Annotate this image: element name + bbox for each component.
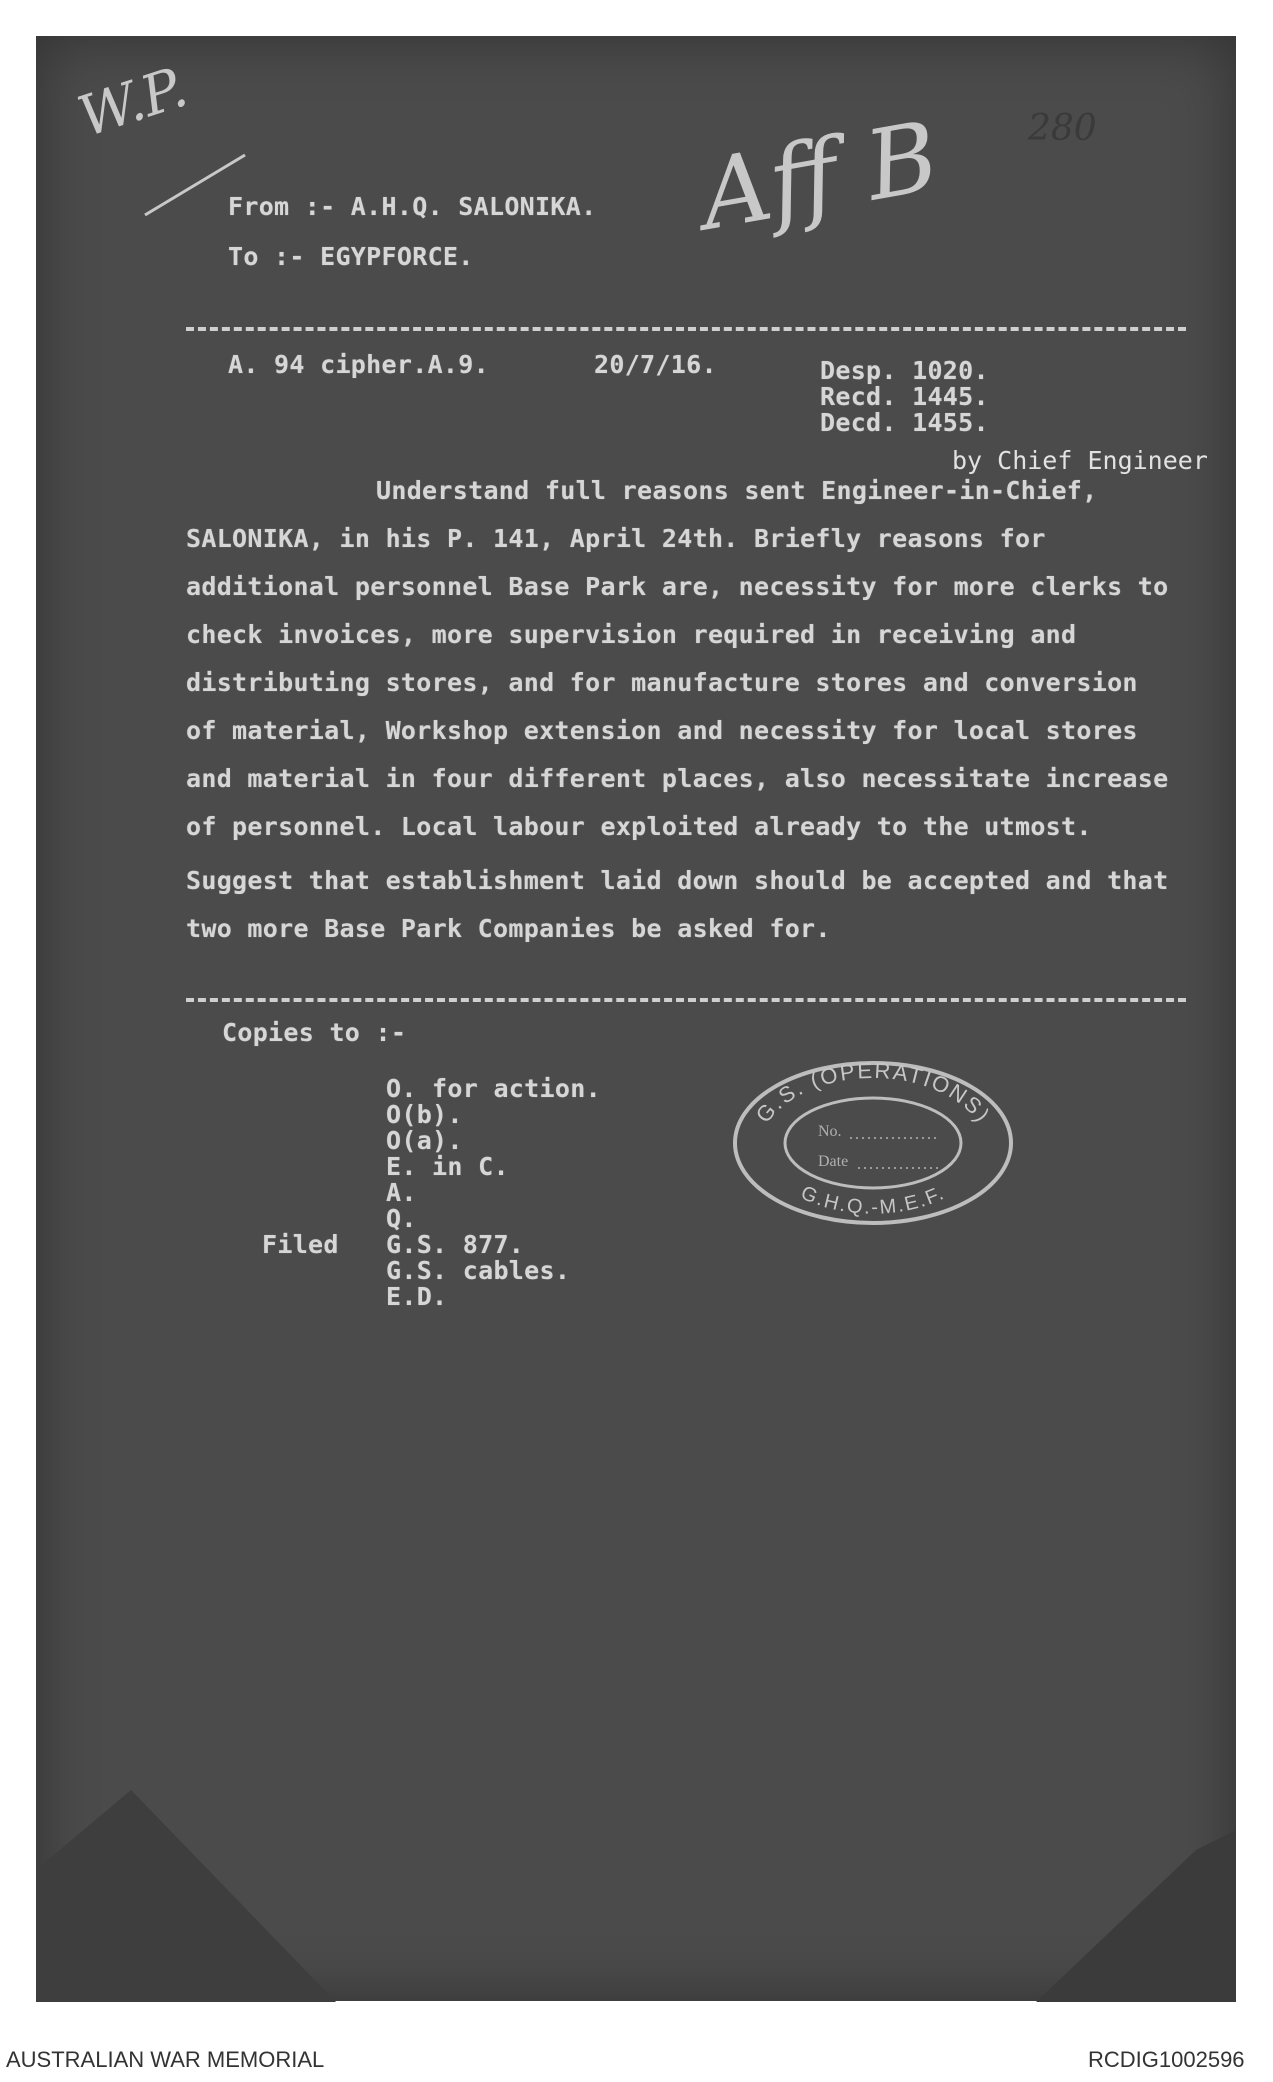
- copies-label: Copies to :-: [222, 1018, 407, 1047]
- svg-text:G.S. (OPERATIONS): [751, 1058, 996, 1128]
- copy-recipient: E. in C.: [386, 1152, 509, 1181]
- archive-credit: AUSTRALIAN WAR MEMORIAL: [6, 2047, 325, 2072]
- body-line: of material, Workshop extension and necessity for local stores: [186, 716, 1138, 745]
- copy-recipient: O(a).: [386, 1126, 463, 1155]
- copy-recipient: G.S. cables.: [386, 1256, 571, 1285]
- deciphered-time: Decd. 1455.: [820, 408, 989, 437]
- body-line: check invoices, more supervision required in receiving and: [186, 620, 1077, 649]
- copy-recipient: Q.: [386, 1204, 417, 1233]
- message-date: 20/7/16.: [594, 350, 717, 379]
- handwritten-aff-b: Aff B: [692, 100, 947, 252]
- stamp-top-text: G.S. (OPERATIONS): [750, 1058, 996, 1128]
- to-line: To :- EGYPFORCE.: [228, 242, 474, 271]
- filed-label: Filed: [262, 1230, 339, 1259]
- body-line: distributing stores, and for manufacture stores and conversion: [186, 668, 1138, 697]
- chief-engineer-annotation: by Chief Engineer: [952, 446, 1208, 475]
- handwritten-wp: W.P.: [70, 54, 196, 151]
- stamp-bottom-text: G.H.Q.-M.E.F.: [797, 1181, 949, 1219]
- folded-corner-shading: [36, 1790, 1236, 2002]
- despatched-time: Desp. 1020.: [820, 356, 989, 385]
- copy-recipient: O(b).: [386, 1100, 463, 1129]
- body-line: Suggest that establishment laid down should be accepted and that: [186, 866, 1169, 895]
- copy-recipient: G.S. 877.: [386, 1230, 525, 1259]
- body-line: two more Base Park Companies be asked for.: [186, 914, 831, 943]
- stamp-no-label: No.: [818, 1123, 842, 1140]
- body-line: of personnel. Local labour exploited already to the utmost.: [186, 812, 1092, 841]
- record-id: RCDIG1002596: [1088, 2047, 1245, 2072]
- from-line: From :- A.H.Q. SALONIKA.: [228, 192, 597, 221]
- top-rule: [186, 327, 1186, 331]
- operations-stamp: [728, 1058, 1018, 1228]
- body-line: SALONIKA, in his P. 141, April 24th. Briefly reasons for: [186, 524, 1046, 553]
- bottom-rule: [186, 998, 1186, 1002]
- body-line: and material in four different places, also necessitate increase: [186, 764, 1169, 793]
- copy-recipient: E.D.: [386, 1282, 448, 1311]
- body-line: additional personnel Base Park are, necessity for more clerks to: [186, 572, 1169, 601]
- cipher-number: A. 94 cipher.A.9.: [228, 350, 489, 379]
- copy-recipient: A.: [386, 1178, 417, 1207]
- stamp-date-label: Date: [818, 1153, 849, 1170]
- handwritten-page-number: 280: [1028, 108, 1097, 149]
- body-line: Understand full reasons sent Engineer-in-Chief,: [376, 476, 1098, 505]
- received-time: Recd. 1445.: [820, 382, 989, 411]
- copy-recipient: O. for action.: [386, 1074, 601, 1103]
